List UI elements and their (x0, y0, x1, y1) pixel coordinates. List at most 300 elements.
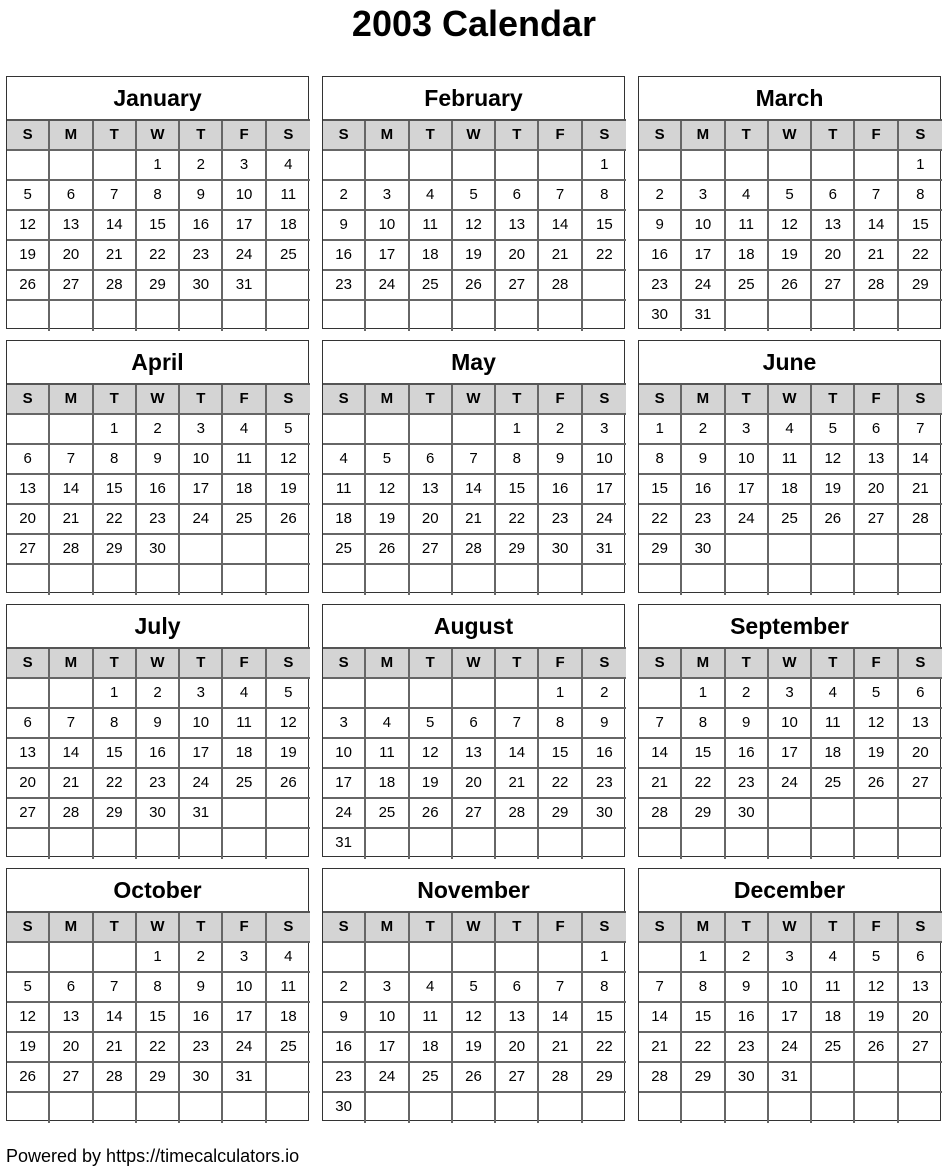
day-cell: 24 (682, 271, 725, 301)
day-cell: 15 (583, 211, 626, 241)
day-cell: 25 (223, 505, 266, 535)
month-june (638, 340, 941, 593)
weekday-header: S (7, 649, 50, 679)
day-cell: 28 (539, 271, 582, 301)
empty-day-cell (726, 829, 769, 859)
day-cell: 21 (453, 505, 496, 535)
day-cell: 26 (267, 505, 310, 535)
weekday-header: S (639, 385, 682, 415)
day-cell: 10 (323, 739, 366, 769)
day-cell: 20 (7, 505, 50, 535)
day-cell: 14 (539, 211, 582, 241)
empty-day-cell (682, 151, 725, 181)
empty-day-cell (137, 301, 180, 331)
month-september (638, 604, 941, 857)
day-cell: 30 (682, 535, 725, 565)
month-name: July (134, 613, 181, 639)
empty-day-cell (7, 301, 50, 331)
day-cell: 18 (769, 475, 812, 505)
day-cell: 29 (682, 1063, 725, 1093)
weekday-header: W (137, 121, 180, 151)
month-name: June (762, 349, 817, 375)
weekday-header: S (267, 649, 310, 679)
weekday-header: M (50, 649, 93, 679)
empty-day-cell (366, 829, 409, 859)
day-cell: 13 (410, 475, 453, 505)
day-cell: 14 (899, 445, 942, 475)
day-cell: 27 (7, 799, 50, 829)
footer-text: Powered by https://timecalculators.io (6, 1146, 300, 1166)
empty-day-cell (639, 829, 682, 859)
day-cell: 17 (682, 241, 725, 271)
day-cell: 5 (7, 973, 50, 1003)
empty-day-cell (223, 1093, 266, 1123)
month-grid (639, 911, 942, 1122)
weekday-header: F (855, 385, 898, 415)
day-cell: 10 (223, 973, 266, 1003)
day-cell: 8 (539, 709, 582, 739)
day-cell: 1 (137, 943, 180, 973)
day-cell: 10 (682, 211, 725, 241)
weekday-header: M (366, 121, 409, 151)
day-cell: 31 (223, 271, 266, 301)
day-cell: 2 (323, 181, 366, 211)
weekday-header: T (812, 385, 855, 415)
weekday-header: T (180, 385, 223, 415)
day-cell: 17 (223, 211, 266, 241)
empty-day-cell (726, 301, 769, 331)
day-cell: 18 (812, 739, 855, 769)
weekday-header: W (769, 385, 812, 415)
day-cell: 11 (223, 445, 266, 475)
weekday-header: T (726, 649, 769, 679)
weekday-header: T (94, 385, 137, 415)
day-cell: 4 (223, 415, 266, 445)
day-cell: 3 (583, 415, 626, 445)
day-cell: 17 (769, 1003, 812, 1033)
empty-day-cell (323, 943, 366, 973)
weekday-header: W (769, 649, 812, 679)
day-cell: 14 (50, 475, 93, 505)
weekday-header: F (855, 913, 898, 943)
day-cell: 11 (366, 739, 409, 769)
day-cell: 9 (583, 709, 626, 739)
day-cell: 13 (453, 739, 496, 769)
day-cell: 14 (50, 739, 93, 769)
day-cell: 20 (496, 241, 539, 271)
empty-day-cell (223, 535, 266, 565)
day-cell: 5 (855, 943, 898, 973)
day-cell: 5 (410, 709, 453, 739)
empty-day-cell (769, 301, 812, 331)
empty-day-cell (267, 301, 310, 331)
weekday-header: W (769, 121, 812, 151)
month-name: March (755, 85, 824, 111)
weekday-header: M (682, 121, 725, 151)
day-cell: 19 (366, 505, 409, 535)
empty-day-cell (899, 1093, 942, 1123)
day-cell: 13 (50, 211, 93, 241)
empty-day-cell (855, 799, 898, 829)
day-cell: 25 (410, 1063, 453, 1093)
empty-day-cell (496, 301, 539, 331)
empty-day-cell (453, 301, 496, 331)
empty-day-cell (639, 1093, 682, 1123)
empty-day-cell (50, 301, 93, 331)
day-cell: 9 (639, 211, 682, 241)
empty-day-cell (267, 1093, 310, 1123)
day-cell: 22 (539, 769, 582, 799)
day-cell: 19 (7, 1033, 50, 1063)
empty-day-cell (50, 151, 93, 181)
day-cell: 15 (94, 475, 137, 505)
month-name: October (113, 877, 202, 903)
day-cell: 1 (137, 151, 180, 181)
day-cell: 4 (267, 943, 310, 973)
day-cell: 10 (769, 709, 812, 739)
day-cell: 23 (726, 769, 769, 799)
day-cell: 19 (267, 475, 310, 505)
weekday-header: T (812, 913, 855, 943)
day-cell: 23 (180, 241, 223, 271)
day-cell: 20 (50, 241, 93, 271)
day-cell: 12 (855, 973, 898, 1003)
day-cell: 29 (94, 799, 137, 829)
empty-day-cell (323, 301, 366, 331)
day-cell: 21 (639, 1033, 682, 1063)
day-cell: 3 (223, 943, 266, 973)
day-cell: 8 (137, 973, 180, 1003)
day-cell: 23 (682, 505, 725, 535)
weekday-header: S (583, 649, 626, 679)
empty-day-cell (639, 943, 682, 973)
day-cell: 26 (410, 799, 453, 829)
day-cell: 5 (453, 181, 496, 211)
day-cell: 8 (94, 445, 137, 475)
empty-day-cell (899, 1063, 942, 1093)
day-cell: 5 (366, 445, 409, 475)
day-cell: 25 (267, 241, 310, 271)
weekday-header: S (323, 385, 366, 415)
weekday-header: W (137, 385, 180, 415)
day-cell: 24 (180, 505, 223, 535)
day-cell: 6 (496, 181, 539, 211)
day-cell: 30 (539, 535, 582, 565)
day-cell: 5 (453, 973, 496, 1003)
day-cell: 13 (7, 475, 50, 505)
empty-day-cell (539, 943, 582, 973)
day-cell: 7 (855, 181, 898, 211)
day-cell: 10 (769, 973, 812, 1003)
empty-day-cell (583, 301, 626, 331)
day-cell: 25 (323, 535, 366, 565)
day-cell: 13 (496, 211, 539, 241)
weekday-header: T (812, 121, 855, 151)
empty-day-cell (539, 565, 582, 595)
day-cell: 8 (583, 973, 626, 1003)
day-cell: 18 (410, 241, 453, 271)
day-cell: 6 (7, 709, 50, 739)
day-cell: 30 (180, 271, 223, 301)
month-grid (7, 647, 310, 858)
weekday-header: T (94, 913, 137, 943)
day-cell: 5 (267, 415, 310, 445)
day-cell: 8 (639, 445, 682, 475)
day-cell: 22 (639, 505, 682, 535)
day-cell: 23 (726, 1033, 769, 1063)
day-cell: 24 (583, 505, 626, 535)
empty-day-cell (539, 829, 582, 859)
weekday-header: M (682, 913, 725, 943)
empty-day-cell (410, 301, 453, 331)
empty-day-cell (410, 829, 453, 859)
day-cell: 21 (94, 1033, 137, 1063)
day-cell: 27 (496, 1063, 539, 1093)
day-cell: 28 (539, 1063, 582, 1093)
day-cell: 3 (726, 415, 769, 445)
day-cell: 6 (453, 709, 496, 739)
day-cell: 19 (410, 769, 453, 799)
day-cell: 4 (769, 415, 812, 445)
day-cell: 23 (323, 1063, 366, 1093)
empty-day-cell (583, 565, 626, 595)
day-cell: 31 (682, 301, 725, 331)
day-cell: 18 (366, 769, 409, 799)
day-cell: 22 (137, 1033, 180, 1063)
day-cell: 4 (812, 943, 855, 973)
day-cell: 30 (323, 1093, 366, 1123)
day-cell: 30 (726, 799, 769, 829)
empty-day-cell (410, 151, 453, 181)
empty-day-cell (180, 565, 223, 595)
day-cell: 1 (639, 415, 682, 445)
day-cell: 24 (366, 1063, 409, 1093)
day-cell: 20 (50, 1033, 93, 1063)
empty-day-cell (223, 565, 266, 595)
day-cell: 16 (180, 1003, 223, 1033)
day-cell: 20 (453, 769, 496, 799)
day-cell: 4 (410, 973, 453, 1003)
weekday-header: F (539, 385, 582, 415)
day-cell: 9 (726, 973, 769, 1003)
day-cell: 9 (180, 973, 223, 1003)
day-cell: 31 (583, 535, 626, 565)
empty-day-cell (267, 1063, 310, 1093)
empty-day-cell (855, 1063, 898, 1093)
day-cell: 14 (496, 739, 539, 769)
day-cell: 29 (583, 1063, 626, 1093)
empty-day-cell (180, 829, 223, 859)
month-grid (7, 383, 310, 594)
month-name: January (113, 85, 202, 111)
empty-day-cell (855, 301, 898, 331)
day-cell: 29 (899, 271, 942, 301)
day-cell: 4 (726, 181, 769, 211)
day-cell: 2 (137, 679, 180, 709)
day-cell: 23 (323, 271, 366, 301)
empty-day-cell (726, 151, 769, 181)
empty-day-cell (50, 679, 93, 709)
day-cell: 12 (366, 475, 409, 505)
empty-day-cell (812, 1063, 855, 1093)
day-cell: 6 (899, 679, 942, 709)
empty-day-cell (50, 415, 93, 445)
day-cell: 27 (50, 271, 93, 301)
day-cell: 29 (682, 799, 725, 829)
empty-day-cell (682, 565, 725, 595)
day-cell: 20 (7, 769, 50, 799)
day-cell: 24 (223, 1033, 266, 1063)
day-cell: 30 (639, 301, 682, 331)
empty-day-cell (639, 679, 682, 709)
day-cell: 15 (137, 1003, 180, 1033)
day-cell: 4 (267, 151, 310, 181)
day-cell: 17 (726, 475, 769, 505)
day-cell: 12 (453, 211, 496, 241)
day-cell: 22 (682, 769, 725, 799)
day-cell: 21 (639, 769, 682, 799)
weekday-header: F (223, 121, 266, 151)
day-cell: 13 (812, 211, 855, 241)
weekday-header: M (50, 121, 93, 151)
empty-day-cell (453, 151, 496, 181)
day-cell: 3 (223, 151, 266, 181)
day-cell: 11 (267, 181, 310, 211)
weekday-header: T (726, 121, 769, 151)
day-cell: 29 (94, 535, 137, 565)
day-cell: 24 (180, 769, 223, 799)
day-cell: 12 (453, 1003, 496, 1033)
empty-day-cell (410, 943, 453, 973)
empty-day-cell (323, 565, 366, 595)
day-cell: 3 (323, 709, 366, 739)
empty-day-cell (812, 799, 855, 829)
empty-day-cell (855, 565, 898, 595)
day-cell: 14 (639, 1003, 682, 1033)
empty-day-cell (410, 415, 453, 445)
day-cell: 20 (812, 241, 855, 271)
day-cell: 15 (899, 211, 942, 241)
day-cell: 15 (94, 739, 137, 769)
empty-day-cell (682, 829, 725, 859)
day-cell: 18 (410, 1033, 453, 1063)
day-cell: 31 (769, 1063, 812, 1093)
day-cell: 25 (812, 1033, 855, 1063)
day-cell: 11 (223, 709, 266, 739)
day-cell: 7 (50, 709, 93, 739)
day-cell: 31 (323, 829, 366, 859)
empty-day-cell (7, 829, 50, 859)
weekday-header: F (223, 385, 266, 415)
day-cell: 22 (496, 505, 539, 535)
day-cell: 9 (682, 445, 725, 475)
weekday-header: F (223, 913, 266, 943)
day-cell: 15 (682, 1003, 725, 1033)
day-cell: 21 (496, 769, 539, 799)
day-cell: 16 (539, 475, 582, 505)
empty-day-cell (496, 151, 539, 181)
month-name: April (131, 349, 184, 375)
empty-day-cell (453, 565, 496, 595)
day-cell: 1 (682, 679, 725, 709)
month-february (322, 76, 625, 329)
day-cell: 28 (855, 271, 898, 301)
day-cell: 11 (769, 445, 812, 475)
day-cell: 7 (94, 181, 137, 211)
day-cell: 18 (267, 1003, 310, 1033)
day-cell: 17 (366, 241, 409, 271)
weekday-header: M (366, 649, 409, 679)
day-cell: 10 (223, 181, 266, 211)
weekday-header: F (539, 913, 582, 943)
day-cell: 13 (7, 739, 50, 769)
day-cell: 27 (899, 1033, 942, 1063)
empty-day-cell (7, 151, 50, 181)
month-grid (639, 647, 942, 858)
empty-day-cell (180, 535, 223, 565)
weekday-header: T (726, 913, 769, 943)
empty-day-cell (7, 943, 50, 973)
day-cell: 5 (812, 415, 855, 445)
day-cell: 22 (682, 1033, 725, 1063)
day-cell: 14 (94, 211, 137, 241)
month-grid (323, 383, 626, 594)
weekday-header: M (682, 649, 725, 679)
day-cell: 24 (726, 505, 769, 535)
day-cell: 26 (7, 1063, 50, 1093)
day-cell: 26 (812, 505, 855, 535)
weekday-header: M (50, 385, 93, 415)
day-cell: 28 (50, 799, 93, 829)
day-cell: 16 (726, 739, 769, 769)
weekday-header: S (639, 649, 682, 679)
empty-day-cell (855, 829, 898, 859)
day-cell: 16 (137, 475, 180, 505)
day-cell: 25 (223, 769, 266, 799)
day-cell: 6 (410, 445, 453, 475)
weekday-header: T (180, 913, 223, 943)
day-cell: 7 (539, 973, 582, 1003)
day-cell: 27 (899, 769, 942, 799)
empty-day-cell (539, 151, 582, 181)
day-cell: 19 (769, 241, 812, 271)
weekday-header: S (7, 913, 50, 943)
day-cell: 25 (267, 1033, 310, 1063)
weekday-header: S (323, 913, 366, 943)
day-cell: 17 (323, 769, 366, 799)
day-cell: 18 (323, 505, 366, 535)
day-cell: 30 (180, 1063, 223, 1093)
day-cell: 7 (453, 445, 496, 475)
empty-day-cell (496, 565, 539, 595)
day-cell: 4 (812, 679, 855, 709)
day-cell: 26 (453, 1063, 496, 1093)
empty-day-cell (7, 1093, 50, 1123)
day-cell: 13 (50, 1003, 93, 1033)
month-august (322, 604, 625, 857)
empty-day-cell (267, 271, 310, 301)
day-cell: 24 (223, 241, 266, 271)
weekday-header: T (812, 649, 855, 679)
empty-day-cell (223, 799, 266, 829)
weekday-header: S (899, 385, 942, 415)
day-cell: 30 (583, 799, 626, 829)
day-cell: 27 (812, 271, 855, 301)
empty-day-cell (496, 1093, 539, 1123)
day-cell: 21 (50, 505, 93, 535)
day-cell: 12 (7, 211, 50, 241)
day-cell: 18 (267, 211, 310, 241)
